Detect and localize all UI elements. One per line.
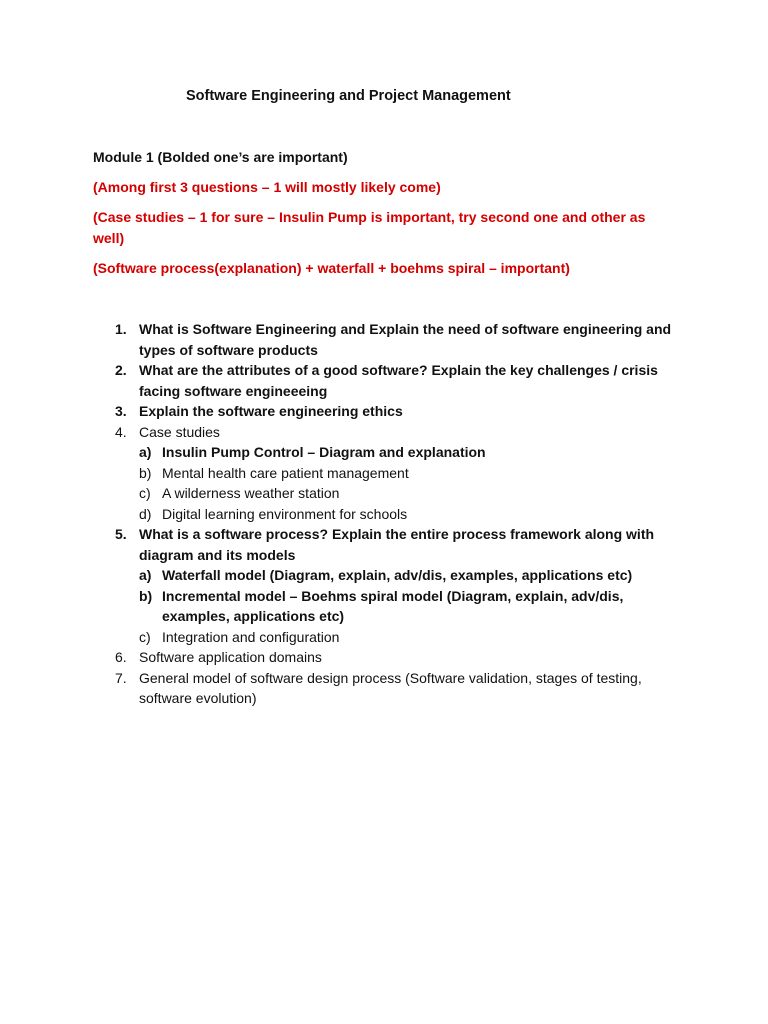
sub-item-letter: b) xyxy=(139,587,153,604)
question-text: Case studies xyxy=(139,423,220,440)
question-text: General model of software design process (Software validation, stages of testing, software evolution) xyxy=(139,669,642,706)
sub-item-letter: a) xyxy=(139,444,152,460)
sub-item xyxy=(93,442,673,463)
sub-item xyxy=(93,586,673,627)
sub-item-letter: c) xyxy=(139,485,151,501)
question-item xyxy=(93,422,673,443)
sub-item xyxy=(93,483,673,504)
question-item xyxy=(93,360,673,401)
note-first-three-questions: (Among first 3 questions – 1 will mostly likely come) xyxy=(93,179,441,195)
question-number: 5. xyxy=(115,526,127,542)
sub-item xyxy=(93,565,673,586)
note-case-studies: (Case studies – 1 for sure – Insulin Pump is important, try second one and other as well) xyxy=(93,209,646,246)
sub-item-text: Integration and configuration xyxy=(162,628,340,645)
sub-item-text: Waterfall model (Diagram, explain, adv/dis, examples, applications etc) xyxy=(162,567,633,583)
note-software-process: (Software process(explanation) + waterfall + boehms spiral – important) xyxy=(93,260,570,276)
question-text: Software application domains xyxy=(139,649,322,665)
sub-item-letter: a) xyxy=(139,567,152,583)
question-text: What are the attributes of a good software? Explain the key challenges / crisis facing software engineeeing xyxy=(139,362,658,399)
sub-item-text: Mental health care patient management xyxy=(162,464,409,481)
question-item xyxy=(93,647,673,668)
question-number: 4. xyxy=(115,423,127,440)
module-heading: Module 1 (Bolded one’s are important) xyxy=(93,149,348,165)
sub-item-text: Digital learning environment for schools xyxy=(162,505,408,522)
question-number: 7. xyxy=(115,669,127,686)
sub-item-text: Insulin Pump Control – Diagram and explanation xyxy=(162,444,486,460)
question-number: 3. xyxy=(115,403,127,419)
document-title: Software Engineering and Project Management xyxy=(186,88,511,104)
question-number: 1. xyxy=(115,321,127,337)
question-item xyxy=(93,319,673,360)
question-number: 2. xyxy=(115,362,127,378)
question-item xyxy=(93,401,673,422)
sub-item-text: A wilderness weather station xyxy=(162,485,340,501)
sub-item xyxy=(93,504,673,525)
sub-item-letter: b) xyxy=(139,464,152,481)
question-number: 6. xyxy=(115,649,127,665)
sub-item-text: Incremental model – Boehms spiral model (Diagram, explain, adv/dis, examples, applications etc) xyxy=(162,587,624,624)
question-list xyxy=(93,319,673,709)
question-text: What is a software process? Explain the entire process framework along with diagram and its models xyxy=(139,526,655,563)
sub-item-letter: d) xyxy=(139,505,152,522)
sub-item xyxy=(93,463,673,484)
question-item xyxy=(93,524,673,565)
sub-item-letter: c) xyxy=(139,628,151,645)
question-item xyxy=(93,668,673,709)
question-text: Explain the software engineering ethics xyxy=(139,403,403,419)
sub-item xyxy=(93,627,673,648)
question-text: What is Software Engineering and Explain the need of software engineering and types of software products xyxy=(139,321,672,358)
